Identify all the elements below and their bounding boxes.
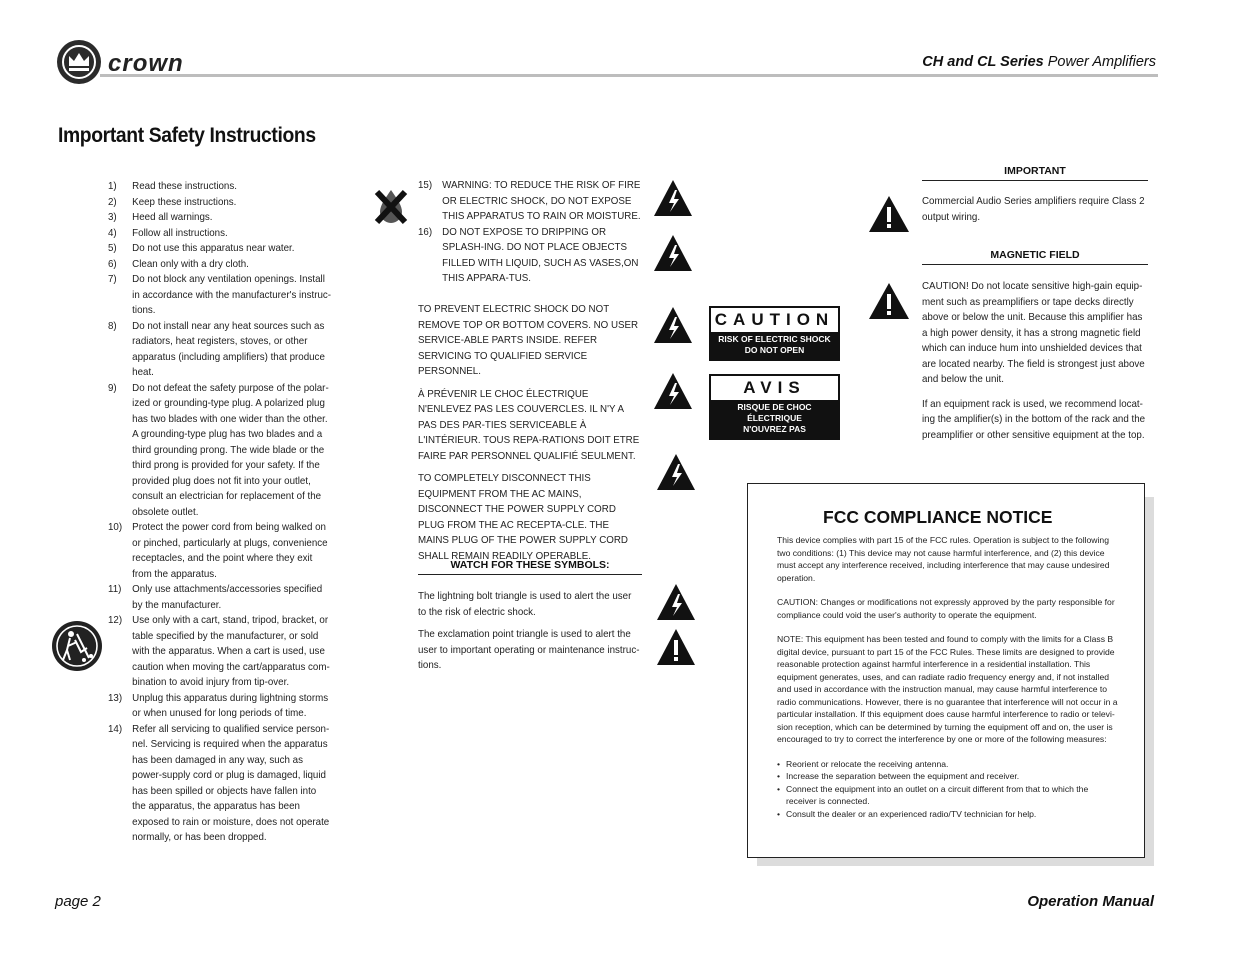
- list-item: 16) DO NOT EXPOSE TO DRIPPING OR SPLASH-ING. DO NOT PLACE OBJECTS FILLED WITH LIQUID, SUCH AS VASES,ON THIS APPARA-TUS.: [418, 225, 639, 284]
- list-item: 5) Do not use this apparatus near water.: [108, 242, 295, 254]
- exclamation-warning-icon: [656, 628, 696, 666]
- rack-placement-text: If an equipment rack is used, we recommend locat-ing the amplifier(s) in the bottom of the rack and the preamplifier or other sensitive equipment at the top.: [922, 397, 1146, 441]
- important-text: Commercial Audio Series amplifiers require Class 2 output wiring.: [922, 195, 1145, 223]
- list-item: 8) Do not install near any heat sources such as radiators, heat registers, stoves, or other apparatus (including amplifiers) that produce heat.: [108, 319, 325, 378]
- list-item: 7) Do not block any ventilation openings. Install in accordance with the manufacturer's instruc-tions.: [108, 273, 332, 316]
- series-suffix: Power Amplifiers: [1043, 54, 1156, 70]
- cart-tipover-icon: [51, 620, 103, 672]
- list-item: 10) Protect the power cord from being walked on or pinched, particularly at plugs, convenience receptacles, and the point where they exit from the apparatus.: [108, 521, 328, 580]
- list-item: 6) Clean only with a dry cloth.: [108, 257, 249, 270]
- lightning-warning-icon: [656, 453, 696, 491]
- list-item: 3) Heed all warnings.: [108, 211, 213, 223]
- avis-label: [709, 374, 840, 440]
- list-item: 2) Keep these instructions.: [108, 195, 237, 208]
- page-title: Important Safety Instructions: [58, 124, 316, 147]
- exclamation-warning-icon: [868, 195, 910, 233]
- exclamation-symbol-text: The exclamation point triangle is used to alert the user to important operating or maintenance instruc-tions.: [418, 628, 640, 671]
- exclamation-warning-icon: [868, 282, 910, 320]
- header-rule: [100, 74, 1158, 77]
- fcc-paragraph: CAUTION: Changes or modifications not expressly approved by the party responsible for compliance could void the user's authority to operate the equipment.: [777, 597, 1115, 620]
- series-name: CH and CL Series: [922, 54, 1044, 70]
- safety-instructions-list: [108, 179, 331, 846]
- fcc-title: FCC COMPLIANCE NOTICE: [823, 507, 1053, 527]
- fcc-measures-list: [777, 758, 1119, 821]
- disconnect-warning: TO COMPLETELY DISCONNECT THIS EQUIPMENT FROM THE AC MAINS, DISCONNECT THE POWER SUPPLY CORD PLUG FROM THE AC RECEPTA-CLE. THE MAINS PLUG OF THE POWER SUPPLY CORD SHALL REMAIN READILY OPERABLE.: [418, 472, 628, 562]
- avis-subtitle: RISQUE DE CHOC ÉLECTRIQUE N'OUVREZ PAS: [711, 400, 838, 438]
- lightning-warning-icon: [653, 234, 693, 272]
- lightning-warning-icon: [653, 179, 693, 217]
- caution-subtitle: RISK OF ELECTRIC SHOCK DO NOT OPEN: [711, 332, 838, 359]
- lightning-symbol-text: The lightning bolt triangle is used to alert the user to the risk of electric shock.: [418, 590, 632, 618]
- no-water-icon: [372, 186, 410, 226]
- list-item: 9) Do not defeat the safety purpose of the polar-ized or grounding-type plug. A polarized plug has two blades with one wider than the other. A grounding-type plug has two blades and a third grounding prong. The wide blade or the third prong is provided for your safety. If the provided plug does not fit into your outlet, consult an electrician for replacement of the obsolete outlet.: [108, 381, 329, 518]
- list-item: 13) Unplug this apparatus during lightning storms or when unused for long periods of time.: [108, 691, 329, 719]
- list-item: 14) Refer all servicing to qualified service person-nel. Servicing is required when the apparatus has been damaged in any way, such as power-supply cord or plug is damaged, liquid has been spilled or objects have fallen into the apparatus, the apparatus has been exposed to rain or moisture, does not operate normally, or has been dropped.: [108, 722, 330, 843]
- remove-covers-warning: TO PREVENT ELECTRIC SHOCK DO NOT REMOVE TOP OR BOTTOM COVERS. NO USER SERVICE-ABLE PARTS INSIDE. REFER SERVICING TO QUALIFIED SERVICE PERSONNEL.: [418, 303, 639, 377]
- lightning-warning-icon: [656, 583, 696, 621]
- lightning-warning-icon: [653, 306, 693, 344]
- logo-wordmark: crown: [108, 50, 184, 77]
- manual-title: Operation Manual: [1027, 893, 1154, 910]
- fcc-paragraph: This device complies with part 15 of the FCC rules. Operation is subject to the following two conditions: (1) This device may not cause harmful interference, and (2) this device must accept any interference received, including interference that may cause undesired operation.: [777, 535, 1110, 583]
- list-item: • Increase the separation between the equipment and receiver.: [777, 770, 1119, 783]
- magnetic-field-heading: MAGNETIC FIELD: [922, 249, 1148, 265]
- list-item: • Connect the equipment into an outlet on a circuit different from that to which the receiver is connected.: [777, 783, 1119, 808]
- fcc-body: [777, 534, 1119, 820]
- header-series-title: [922, 54, 1156, 70]
- list-item: 15) WARNING: TO REDUCE THE RISK OF FIRE OR ELECTRIC SHOCK, DO NOT EXPOSE THIS APPARATUS TO RAIN OR MOISTURE.: [418, 179, 641, 222]
- list-item: • Reorient or relocate the receiving antenna.: [777, 758, 1119, 771]
- safety-warnings-list: [418, 178, 641, 287]
- list-item: 12) Use only with a cart, stand, tripod, bracket, or table specified by the manufacturer, or sold with the apparatus. When a cart is used, use caution when moving the cart/apparatus com-bination to avoid injury from tip-over.: [108, 614, 330, 688]
- caution-title: CAUTION: [714, 310, 835, 329]
- lightning-warning-icon: [653, 372, 693, 410]
- fcc-paragraph: NOTE: This equipment has been tested and found to comply with the limits for a Class B digital device, pursuant to part 15 of the FCC Rules. These limits are designed to provide reasonable protection against harmful interference in a residential installation. This equipment generates, uses, and can radiate radio frequency energy and, if not installed and used in accordance with the instruction manual, may cause harmful interference to radio communications. However, there is no guarantee that interference will not occur in a particular installation. If this equipment does cause harmful interference to radio or televi-sion reception, which can be determined by turning the equipment off and on, the user is encouraged to try to correct the interference by one or more of the following measures:: [777, 634, 1118, 744]
- avis-title: AVIS: [743, 378, 806, 397]
- page-number: page 2: [55, 893, 101, 910]
- list-item: 1) Read these instructions.: [108, 180, 237, 192]
- french-warning: À PRÉVENIR LE CHOC ÉLECTRIQUE N'ENLEVEZ PAS LES COUVERCLES. IL N'Y A PAS DES PAR-TIES SERVICEABLE À L'INTÉRIEUR. TOUS REPA-RATIONS DOIT ETRE FAIRE PAR PERSONNEL QUALIFIÉ SEULMENT.: [418, 387, 640, 462]
- list-item: 4) Follow all instructions.: [108, 226, 228, 239]
- caution-label: [709, 306, 840, 361]
- list-item: 11) Only use attachments/accessories specified by the manufacturer.: [108, 583, 323, 611]
- symbols-heading: WATCH FOR THESE SYMBOLS:: [418, 559, 642, 575]
- magnetic-field-text: CAUTION! Do not locate sensitive high-gain equip-ment such as preamplifiers or tape decks directly above or below the unit. Because this amplifier has a high power density, it has a strong magnetic field which can induce hum into unshielded devices that are located nearby. The field is strongest just above and below the unit.: [922, 280, 1145, 385]
- important-heading: IMPORTANT: [922, 165, 1148, 181]
- list-item: • Consult the dealer or an experienced radio/TV technician for help.: [777, 808, 1119, 821]
